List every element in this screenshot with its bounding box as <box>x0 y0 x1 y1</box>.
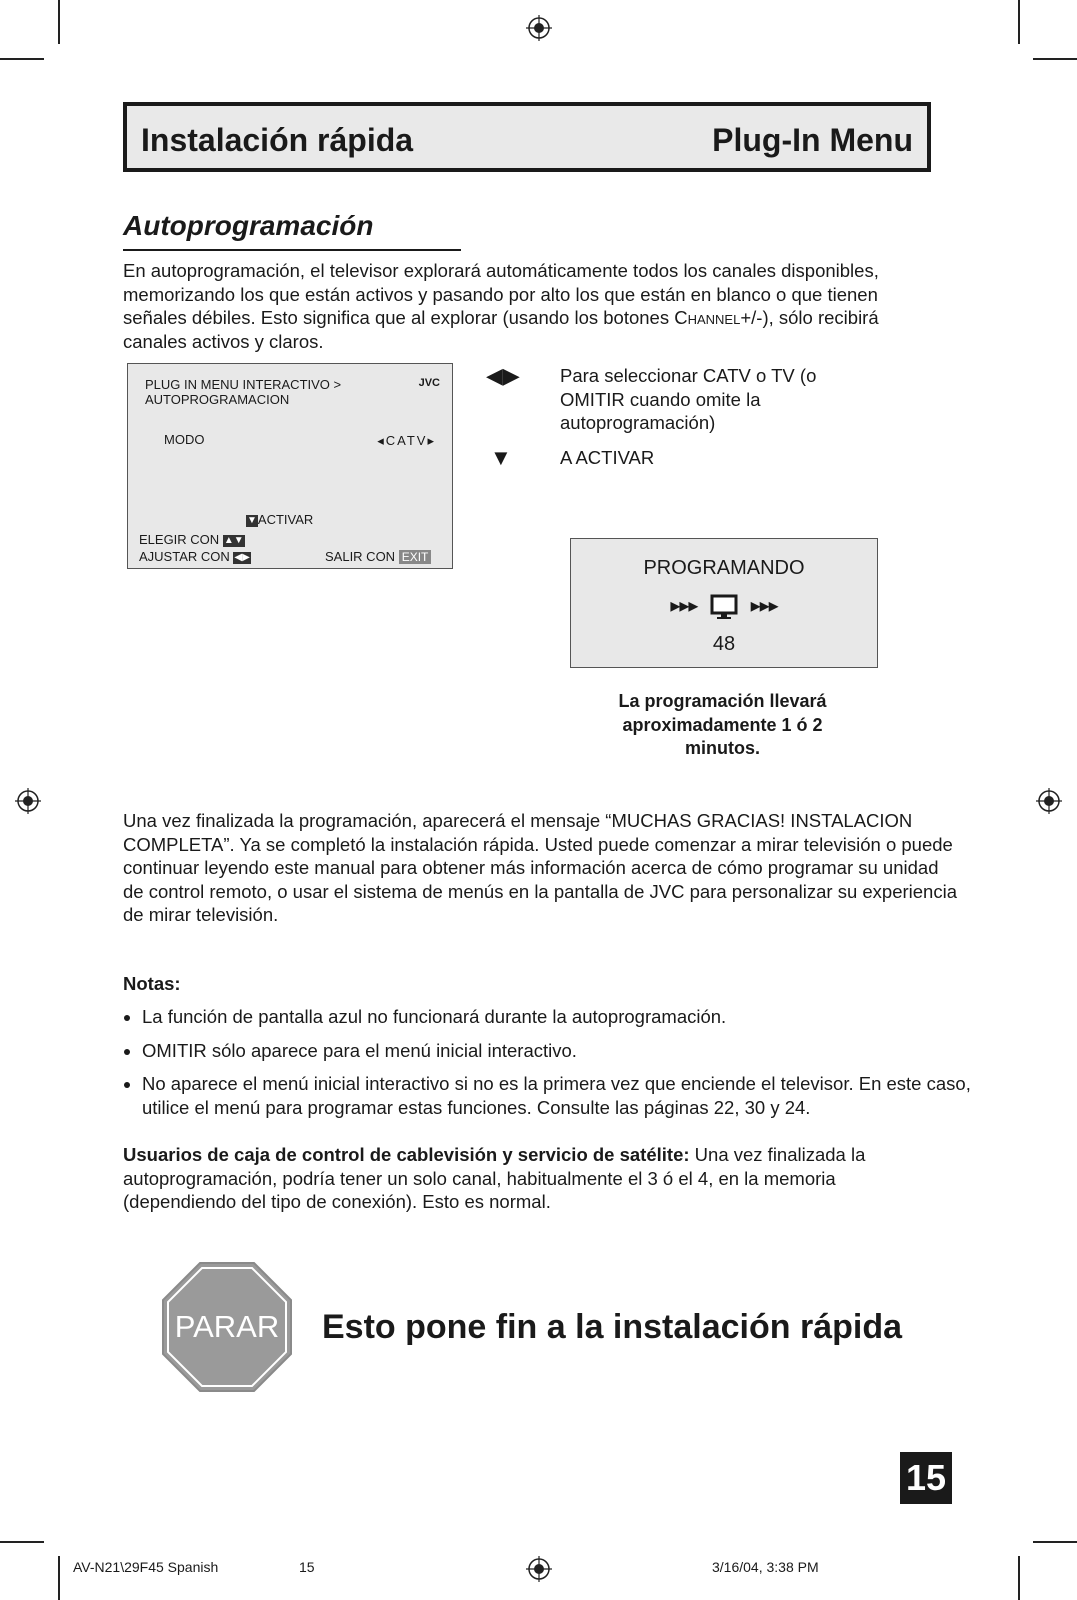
down-key-icon: ▼ <box>247 514 257 526</box>
menu-adjust-row <box>139 549 251 564</box>
exit-key: EXIT <box>399 550 432 564</box>
note-item: • La función de pantalla azul no funcionará durante la autoprogramación. <box>142 1005 972 1029</box>
menu-activate-row <box>246 512 313 527</box>
crop-mark <box>1033 1541 1077 1543</box>
menu-exit-row <box>325 549 431 564</box>
footer-date: 3/16/04, 3:38 PM <box>712 1559 819 1575</box>
footer-page: 15 <box>299 1559 315 1575</box>
intro-text-1: En autoprogramación, el televisor explorará automáticamente todos los canales disponibles, memorizando los que están activos y pasando por alto los que están en blanco o que tienen señales débiles. Esto significa que al explorar (usando los botones <box>123 260 879 328</box>
crop-mark <box>1018 1556 1020 1600</box>
menu-mode-value: ◂CATV▸ <box>377 433 436 448</box>
programming-caption: La programación llevará aproximadamente 1 ó 2 minutos. <box>618 691 827 758</box>
instruction-activate-text: A ACTIVAR <box>560 447 655 468</box>
crop-mark <box>0 1541 44 1543</box>
registration-mark-icon <box>526 15 552 41</box>
menu-line-2: AUTOPROGRAMACION <box>145 392 290 407</box>
up-down-keys-icon: ▲▼ <box>223 534 244 546</box>
registration-mark-icon <box>15 788 41 814</box>
progress-arrows-right: ▸▸▸ <box>750 595 778 617</box>
section-title-underline <box>123 249 461 251</box>
menu-screen-illustration <box>127 363 453 569</box>
menu-adjust-label: AJUSTAR CON <box>139 549 230 564</box>
programming-channel: 48 <box>712 633 736 655</box>
programming-title: PROGRAMANDO <box>643 557 805 579</box>
cable-note-heading: Usuarios de caja de control de cablevisión y servicio de satélite: <box>123 1144 690 1165</box>
menu-line-1: PLUG IN MENU INTERACTIVO > <box>145 377 342 392</box>
footer-file: AV-N21\29F45 Spanish <box>73 1559 219 1575</box>
notes-title: Notas: <box>123 973 181 994</box>
note-item: • OMITIR sólo aparece para el menú inicial interactivo. <box>142 1039 972 1063</box>
menu-select-row <box>139 532 245 547</box>
programming-progress <box>571 593 877 620</box>
intro-channel-word: Channel <box>674 307 741 328</box>
cable-note-text: Una vez finalizada la autoprogramación, podría tener un solo canal, habitualmente el 3 ó el 4, en la memoria (dependiendo del tipo de conexión). Esto es normal. <box>123 1144 866 1212</box>
intro-paragraph <box>123 259 943 353</box>
cable-note <box>123 1143 923 1214</box>
jvc-logo: JVC <box>418 377 440 389</box>
menu-select-label: ELEGIR CON <box>139 532 220 547</box>
crop-mark <box>58 0 60 44</box>
down-arrow-icon: ▼ <box>490 445 512 470</box>
instruction-select-text: Para seleccionar CATV o TV (o OMITIR cuando omite la autoprogramación) <box>560 365 817 433</box>
crop-mark <box>1018 0 1020 44</box>
header-left-title: Instalación rápida <box>141 122 414 158</box>
tv-icon <box>710 594 738 620</box>
intro-text-2: +/-), sólo recibirá canales activos y claros. <box>123 307 879 352</box>
registration-mark-icon <box>1036 788 1062 814</box>
crop-mark <box>0 58 44 60</box>
stop-message: Esto pone fin a la instalación rápida <box>322 1308 903 1346</box>
note-item: • No aparece el menú inicial interactivo si no es la primera vez que enciende el televisor. En este caso, utilice el menú para programar estas funciones. Consulte las páginas 22, 30 y 24. <box>142 1072 972 1119</box>
left-right-arrows-icon: ◀▶ <box>486 363 520 388</box>
page-header <box>123 102 931 172</box>
menu-exit-label: SALIR CON <box>325 549 396 564</box>
stop-sign-text: PARAR <box>174 1309 280 1344</box>
menu-activate-label: ACTIVAR <box>257 512 314 527</box>
header-right-title: Plug-In Menu <box>712 122 913 158</box>
notes-list <box>123 1005 972 1129</box>
crop-mark <box>58 1556 60 1600</box>
programming-screen-illustration <box>570 538 878 668</box>
page-number-badge: 15 <box>900 1452 952 1504</box>
completion-paragraph: Una vez finalizada la programación, aparecerá el mensaje “MUCHAS GRACIAS! INSTALACION COMPLETA”. Ya se completó la instalación rápida. Usted puede comenzar a mirar televisión o puede continuar leyendo este manual para obtener más información acerca de cómo programar su unidad de control remoto, o usar el sistema de menús en la pantalla de JVC para personalizar su experiencia de mirar televisión. <box>123 810 957 925</box>
menu-mode-label: MODO <box>164 432 205 447</box>
section-title: Autoprogramación <box>123 210 374 241</box>
left-right-keys-icon: ◀▶ <box>234 551 250 563</box>
crop-mark <box>1033 58 1077 60</box>
registration-mark-icon <box>526 1556 552 1582</box>
progress-arrows-left: ▸▸▸ <box>670 595 698 617</box>
